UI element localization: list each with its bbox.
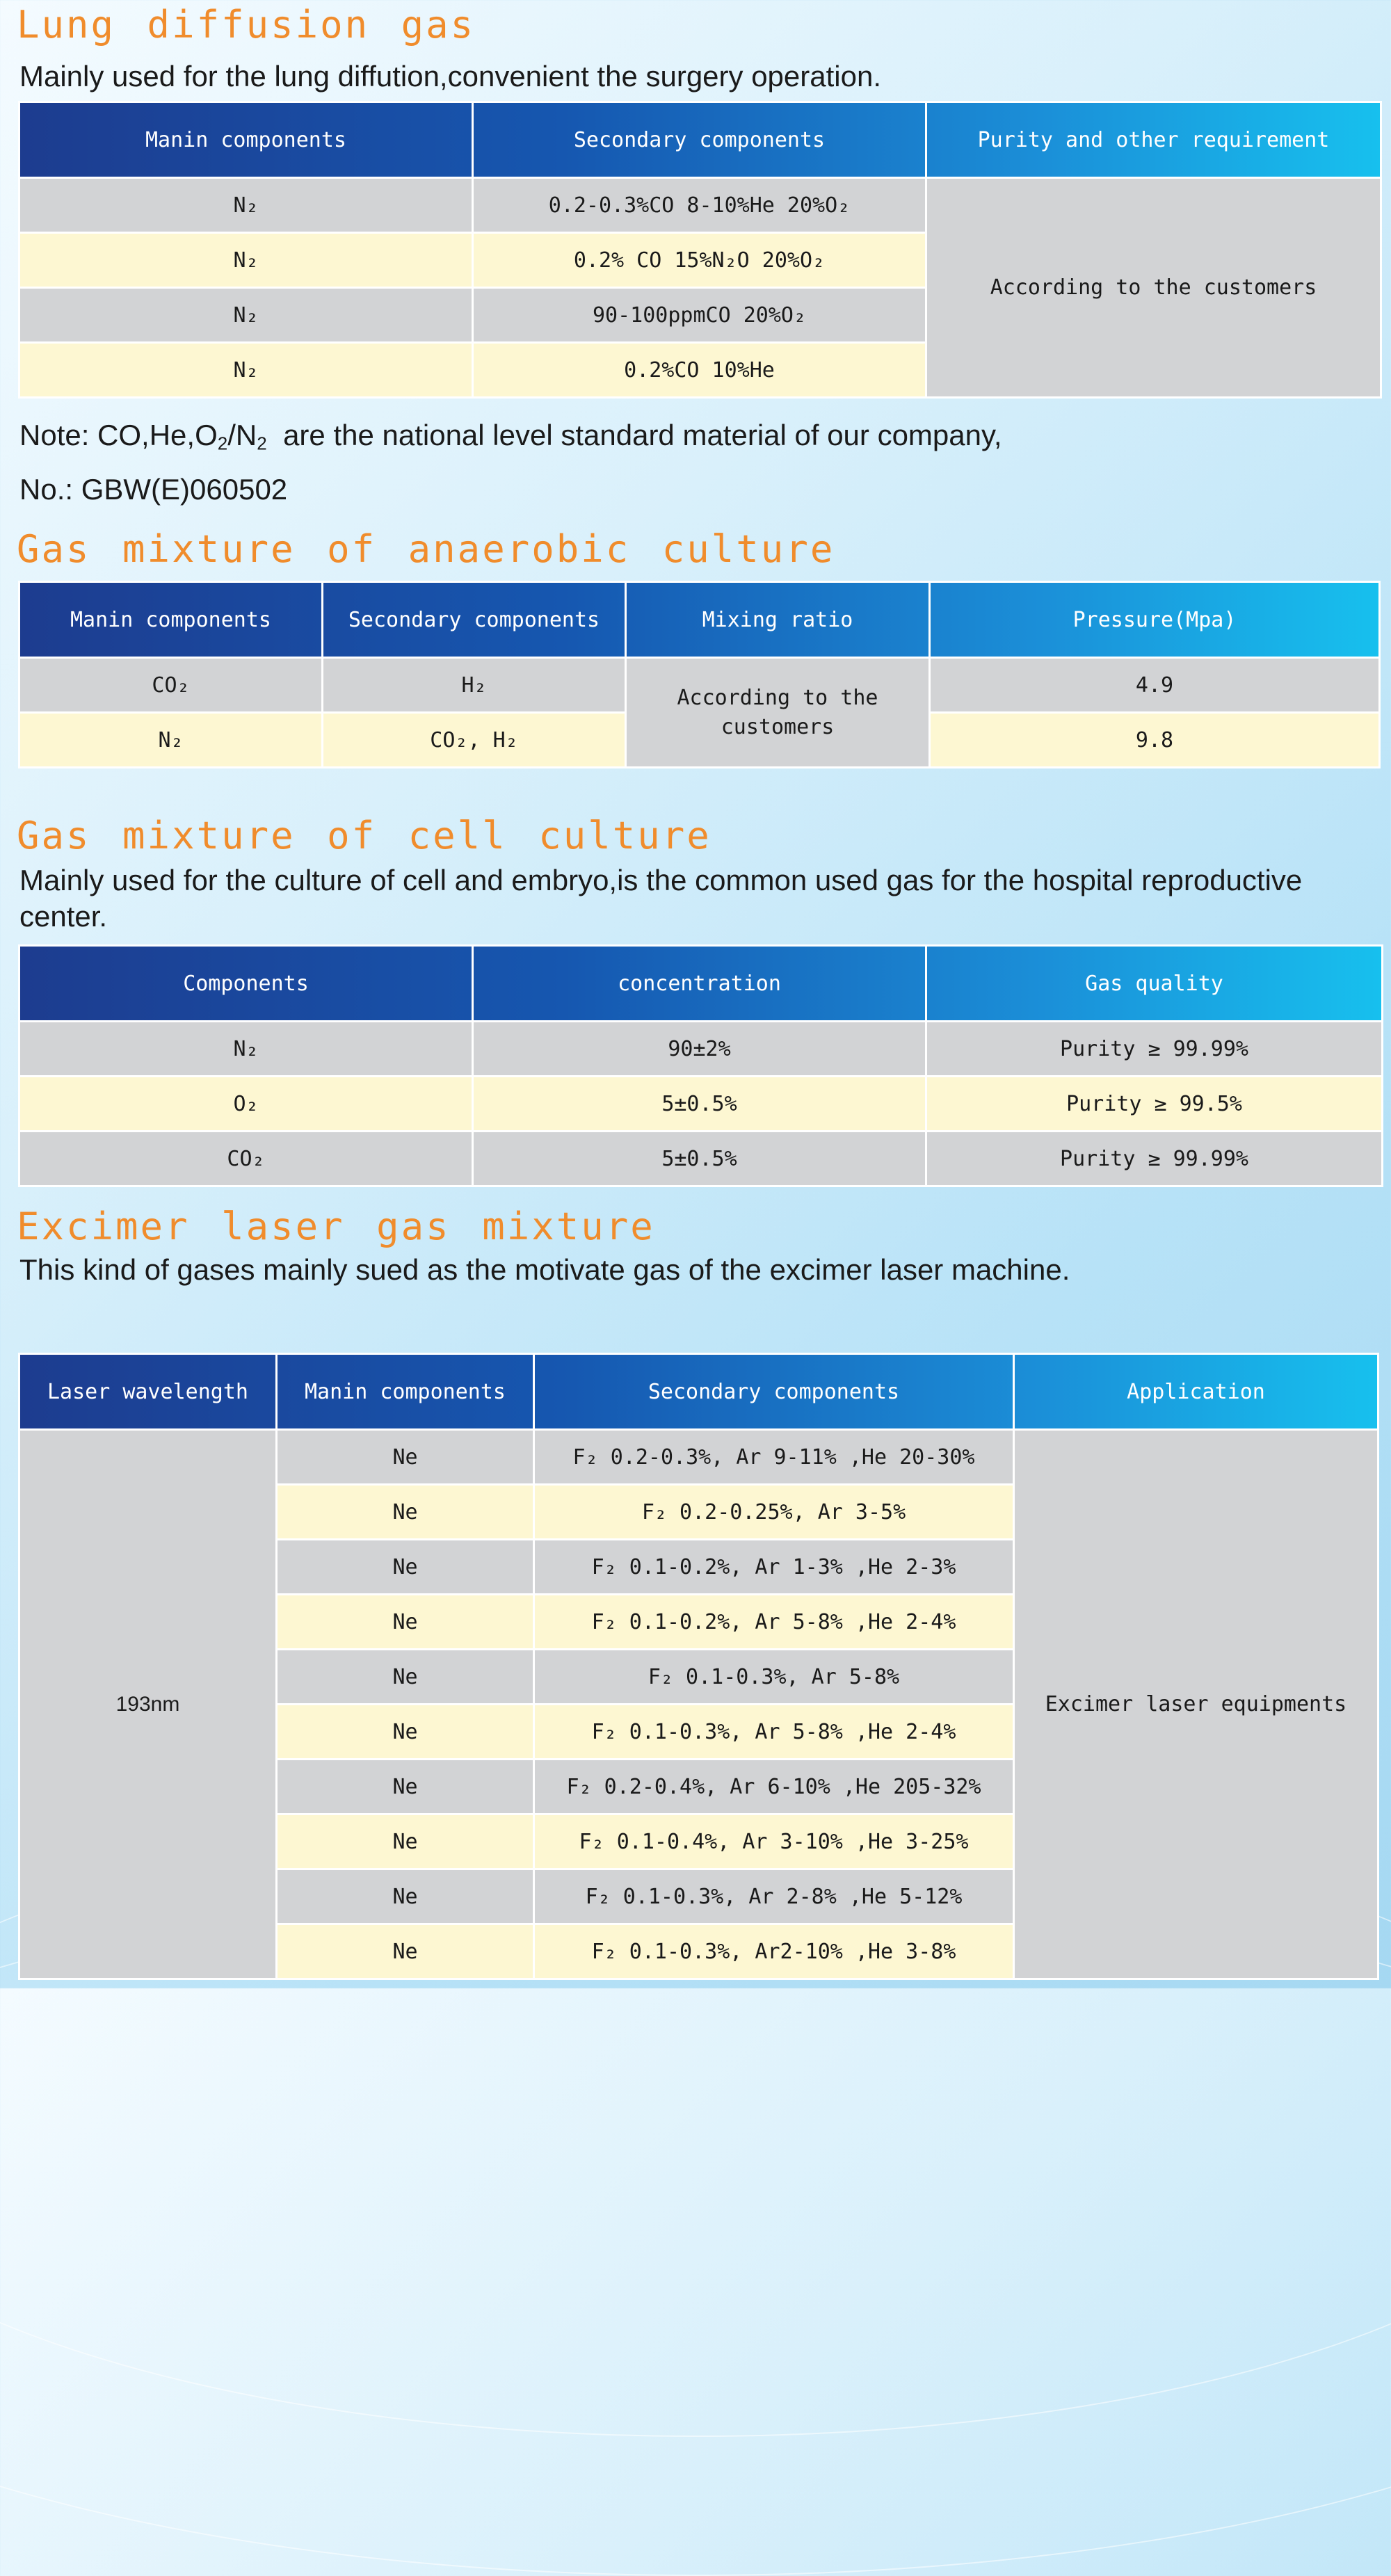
cell-wavelength: 193nm: [19, 1430, 277, 1979]
table-row: [19, 1430, 1378, 1485]
cell-main: Ne: [277, 1595, 534, 1650]
cell-quality: Purity ≥ 99.99%: [926, 1022, 1383, 1077]
cell-component: N₂: [19, 1022, 473, 1077]
cell-quality: Purity ≥ 99.99%: [926, 1132, 1383, 1186]
cell-secondary: 0.2-0.3%CO 8-10%He 20%O₂: [473, 178, 926, 233]
cell-secondary: 0.2% CO 15%N₂O 20%O₂: [473, 233, 926, 288]
table-header-row: [19, 582, 1380, 658]
lung-note-number: No.: GBW(E)060502: [19, 473, 288, 506]
table-row: [19, 1132, 1383, 1186]
cell-secondary: H₂: [323, 658, 626, 713]
background-arc: [0, 1878, 1391, 2576]
cell-secondary: F₂ 0.2-0.3%, Ar 9-11% ,He 20-30%: [534, 1430, 1014, 1485]
cell-secondary: F₂ 0.2-0.4%, Ar 6-10% ,He 205-32%: [534, 1760, 1014, 1814]
anaerobic-table: [18, 581, 1381, 768]
table-header-row: [19, 102, 1381, 178]
cell-secondary: 90-100ppmCO 20%O₂: [473, 288, 926, 343]
lung-table: [18, 101, 1382, 399]
header-pressure: Pressure(Mpa): [930, 582, 1380, 658]
cell-main: CO₂: [19, 658, 323, 713]
cell-concentration: 5±0.5%: [473, 1077, 926, 1132]
excimer-section-title: Excimer laser gas mixture: [17, 1205, 655, 1248]
cell-main: N₂: [19, 288, 473, 343]
table-row: [19, 1022, 1383, 1077]
lung-section-description: Mainly used for the lung diffution,convenient the surgery operation.: [19, 60, 881, 92]
anaerobic-section-title: Gas mixture of anaerobic culture: [17, 527, 835, 571]
cell-main: Ne: [277, 1650, 534, 1705]
cell-quality: Purity ≥ 99.5%: [926, 1077, 1383, 1132]
cell-secondary: F₂ 0.1-0.4%, Ar 3-10% ,He 3-25%: [534, 1814, 1014, 1869]
header-secondary-components: Secondary components: [473, 102, 926, 178]
cell-secondary: F₂ 0.1-0.2%, Ar 1-3% ,He 2-3%: [534, 1540, 1014, 1595]
header-main-components: Manin components: [19, 102, 473, 178]
lung-note: Note: $CO,He,O_2/N_2$ are the national level standard material of our company,: [19, 419, 1002, 454]
header-purity: Purity and other requirement: [926, 102, 1381, 178]
cell-concentration: 90±2%: [473, 1022, 926, 1077]
excimer-section-description: This kind of gases mainly sued as the motivate gas of the excimer laser machine.: [19, 1253, 1070, 1286]
header-main-components: Manin components: [277, 1354, 534, 1430]
header-gas-quality: Gas quality: [926, 946, 1383, 1022]
cell-main: Ne: [277, 1430, 534, 1485]
excimer-table: [18, 1353, 1379, 1980]
cell-secondary: F₂ 0.1-0.3%, Ar 5-8% ,He 2-4%: [534, 1705, 1014, 1760]
cell-secondary: F₂ 0.2-0.25%, Ar 3-5%: [534, 1485, 1014, 1540]
table-header-row: [19, 1354, 1378, 1430]
table-header-row: [19, 946, 1383, 1022]
cell-pressure: 4.9: [930, 658, 1380, 713]
header-mixing-ratio: Mixing ratio: [626, 582, 930, 658]
header-secondary-components: Secondary components: [323, 582, 626, 658]
header-concentration: concentration: [473, 946, 926, 1022]
lung-section-title: Lung diffusion gas: [17, 3, 476, 47]
cell-secondary: CO₂, H₂: [323, 713, 626, 768]
cell-main: Ne: [277, 1869, 534, 1924]
cell-main: Ne: [277, 1760, 534, 1814]
cell-secondary: F₂ 0.1-0.2%, Ar 5-8% ,He 2-4%: [534, 1595, 1014, 1650]
cell-main: N₂: [19, 343, 473, 398]
cell-secondary: F₂ 0.1-0.3%, Ar2-10% ,He 3-8%: [534, 1924, 1014, 1979]
header-secondary-components: Secondary components: [534, 1354, 1014, 1430]
table-row: [19, 658, 1380, 713]
cell-main: N₂: [19, 178, 473, 233]
cell-pressure: 9.8: [930, 713, 1380, 768]
cell-table: [18, 944, 1383, 1187]
cell-secondary: 0.2%CO 10%He: [473, 343, 926, 398]
cell-concentration: 5±0.5%: [473, 1132, 926, 1186]
cell-secondary: F₂ 0.1-0.3%, Ar 5-8%: [534, 1650, 1014, 1705]
cell-component: CO₂: [19, 1132, 473, 1186]
header-laser-wavelength: Laser wavelength: [19, 1354, 277, 1430]
cell-component: O₂: [19, 1077, 473, 1132]
cell-main: Ne: [277, 1924, 534, 1979]
table-row: [19, 1077, 1383, 1132]
header-components: Components: [19, 946, 473, 1022]
cell-mixing-ratio: According to the customers: [626, 658, 930, 768]
cell-main: Ne: [277, 1485, 534, 1540]
cell-application: Excimer laser equipments: [1014, 1430, 1378, 1979]
cell-requirement: According to the customers: [926, 178, 1381, 398]
table-row: [19, 178, 1381, 233]
cell-section-title: Gas mixture of cell culture: [17, 814, 711, 858]
cell-main: N₂: [19, 713, 323, 768]
cell-main: Ne: [277, 1705, 534, 1760]
header-main-components: Manin components: [19, 582, 323, 658]
cell-main: Ne: [277, 1540, 534, 1595]
header-application: Application: [1014, 1354, 1378, 1430]
cell-main: Ne: [277, 1814, 534, 1869]
cell-secondary: F₂ 0.1-0.3%, Ar 2-8% ,He 5-12%: [534, 1869, 1014, 1924]
cell-section-description: Mainly used for the culture of cell and embryo,is the common used gas for the hospital reproductive center.: [19, 864, 1303, 933]
cell-main: N₂: [19, 233, 473, 288]
